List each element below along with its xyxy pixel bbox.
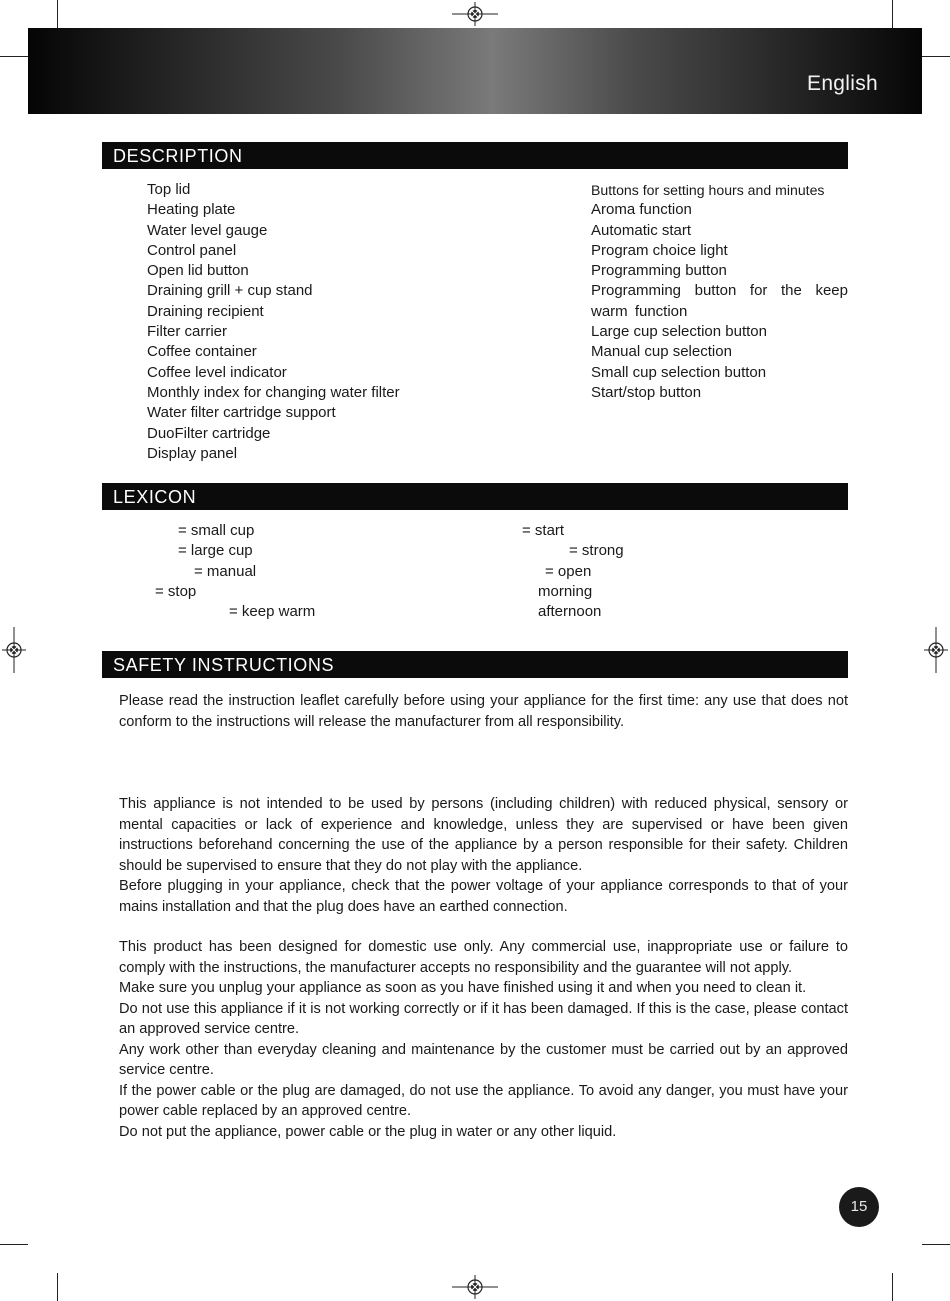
paragraph: Please read the instruction leaflet carefully before using your appliance for the first time: any use that does not conform to the instructions will release the manufacturer from all responsibility. xyxy=(119,693,848,730)
list-item: Start/stop button xyxy=(591,383,702,401)
crop-mark xyxy=(57,0,58,28)
paragraph: This appliance is not intended to be used by persons (including children) with reduced physical, sensory or mental capacities or lack of experience and knowledge, unless they are supervised or have been given instructions beforehand concerning the use of the appliance by a person responsible for their safety. Children should be supervised to ensure that they do not play with the appliance. xyxy=(119,796,848,874)
list-item: Automatic start xyxy=(591,221,692,239)
lexicon-entry: = start xyxy=(522,522,565,539)
safety-intro xyxy=(119,691,848,732)
lexicon-entry: = keep warm xyxy=(229,603,316,620)
lexicon-entry: = strong xyxy=(569,542,624,559)
list-item: Draining grill + cup stand xyxy=(147,282,313,300)
registration-mark-icon xyxy=(924,627,948,673)
lexicon-entry: = open xyxy=(545,563,592,580)
paragraph: Any work other than everyday cleaning and maintenance by the customer must be carried out by an approved service centre. xyxy=(119,1041,848,1078)
header-band xyxy=(28,28,922,114)
description-heading: DESCRIPTION xyxy=(102,142,848,169)
description-left-list xyxy=(147,180,447,464)
crop-mark xyxy=(0,56,28,57)
description-right-list xyxy=(591,180,848,403)
lexicon-entry: morning xyxy=(538,583,593,600)
registration-mark-icon xyxy=(452,1275,498,1299)
list-item: Top lid xyxy=(147,181,191,198)
crop-mark xyxy=(892,1273,893,1301)
list-item: DuoFilter cartridge xyxy=(147,424,271,442)
lexicon-entry: afternoon xyxy=(538,603,602,620)
paragraph: Make sure you unplug your appliance as soon as you have finished using it and when you need to clean it. xyxy=(119,980,807,996)
lexicon-entry: = large cup xyxy=(178,542,253,559)
crop-mark xyxy=(922,56,950,57)
list-item: Program choice light xyxy=(591,241,728,259)
list-item: Water level gauge xyxy=(147,221,268,239)
list-item: Small cup selection button xyxy=(591,363,767,381)
list-item: Open lid button xyxy=(147,262,249,280)
safety-heading: SAFETY INSTRUCTIONS xyxy=(102,651,848,678)
list-item: Display panel xyxy=(147,444,238,462)
list-item: Manual cup selection xyxy=(591,343,732,361)
lexicon-entry: = stop xyxy=(155,583,197,600)
page-number: 15 xyxy=(839,1187,879,1227)
language-label: English xyxy=(807,72,878,95)
paragraph: This product has been designed for domestic use only. Any commercial use, inappropriate use or failure to comply with the instructions, the manufacturer accepts no responsibility and the guarantee will not apply. xyxy=(119,939,848,976)
safety-group-1 xyxy=(119,794,848,917)
crop-mark xyxy=(892,0,893,28)
list-item: Large cup selection button xyxy=(591,323,767,341)
lexicon-entry: = small cup xyxy=(178,522,255,539)
list-item: Coffee container xyxy=(147,343,257,361)
list-item: Filter carrier xyxy=(147,323,228,341)
paragraph: Do not use this appliance if it is not working correctly or if it has been damaged. If this is the case, please contact an approved service centre. xyxy=(119,1000,848,1037)
lexicon-entry: = manual xyxy=(194,563,257,580)
list-item: Coffee level indicator xyxy=(147,363,287,381)
list-item: Programming button for the keep warm function xyxy=(591,282,848,320)
paragraph: Do not put the appliance, power cable or the plug in water or any other liquid. xyxy=(119,1123,617,1140)
crop-mark xyxy=(57,1273,58,1301)
list-item: Heating plate xyxy=(147,201,236,219)
registration-mark-icon xyxy=(2,627,26,673)
registration-mark-icon xyxy=(452,2,498,26)
list-item: Draining recipient xyxy=(147,302,264,320)
crop-mark xyxy=(922,1244,950,1245)
list-item: Monthly index for changing water filter xyxy=(147,383,400,401)
paragraph: If the power cable or the plug are damaged, do not use the appliance. To avoid any danger, you must have your power cable replaced by an approved centre. xyxy=(119,1082,848,1119)
list-item: Programming button xyxy=(591,262,727,280)
lexicon-heading: LEXICON xyxy=(102,483,848,510)
list-item: Buttons for setting hours and minutes xyxy=(591,182,825,198)
list-item: Aroma function xyxy=(591,201,692,219)
list-item: Water filter cartridge support xyxy=(147,404,336,422)
paragraph: Before plugging in your appliance, check that the power voltage of your appliance corresponds to that of your mains installation and that the plug does have an earthed connection. xyxy=(119,878,848,915)
safety-group-2 xyxy=(119,937,848,1142)
list-item: Control panel xyxy=(147,241,237,259)
crop-mark xyxy=(0,1244,28,1245)
